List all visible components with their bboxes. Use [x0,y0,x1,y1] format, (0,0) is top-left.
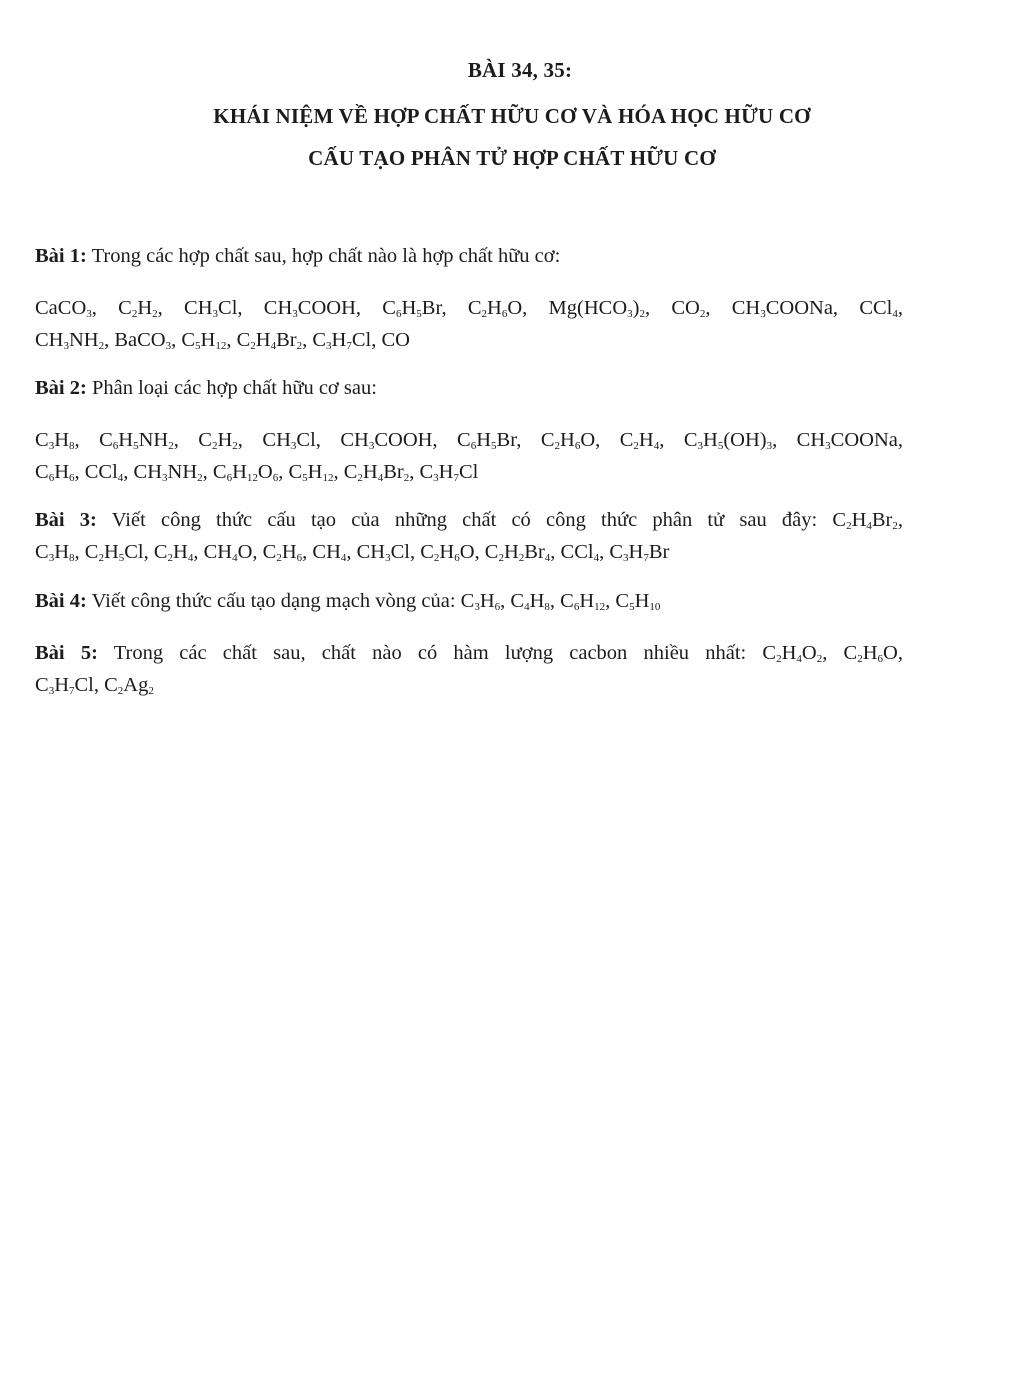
exercise-5-line-2: $C_3H_7Cl$, $C_2Ag_2$ [35,674,154,697]
exercise-3 [35,504,903,568]
exercise-3-title: Bài 3: [35,509,97,531]
exercise-2-formulas [35,424,903,488]
lesson-subtitle-heading: CẤU TẠO PHÂN TỬ HỢP CHẤT HỮU CƠ [308,146,716,170]
exercise-5-text: Trong các chất sau, chất nào có hàm lượng cacbon nhiều nhất: $C_2H_4O_2$, $C_2H_6O$, [113,642,903,665]
exercise-5-title: Bài 5: [35,642,98,664]
exercise-1-question-line [35,240,903,272]
exercise-1-formulas-line-1: CaCO$_3$, $C_2H_2$, $CH_3Cl$, $CH_3COOH$, $C_6H_5Br$, $C_2H_6O$, $Mg(HCO_3)_2$, $CO_2$, $CH_3COONa$, CCl$_4$, [35,297,904,320]
exercise-1-formulas [35,292,903,356]
exercise-4-line-1 [35,585,903,617]
exercise-2-title: Bài 2: [35,377,87,399]
exercise-2-question: Phân loại các hợp chất hữu cơ sau: [91,377,377,399]
exercise-5 [35,637,903,701]
exercise-1-formulas-line-2: $CH_3NH_2$, BaCO$_3$, $C_5H_{12}$, $C_2H_4Br_2$, $C_3H_7Cl$, CO [35,329,410,352]
lesson-number-heading: BÀI 34, 35: [467,58,573,82]
exercise-1 [35,240,903,272]
exercise-4-text: Viết công thức cấu tạo dạng mạch vòng của: $C_3H_6$, $C_4H_8$, $C_6H_{12}$, $C_5H_{10}$ [91,590,661,613]
exercise-4 [35,585,903,617]
exercise-3-line-2: $C_3H_8$, $C_2H_5Cl$, $C_2H_4$, $CH_4O$, $C_2H_6$, $CH_4$, $CH_3Cl$, $C_2H_6O$, $C_2H_2Br_4$, CCl$_4$, $C_3H_7Br$ [35,541,670,564]
exercise-2-formulas-line-2: $C_6H_6$, CCl$_4$, $CH_3NH_2$, $C_6H_{12}O_6$, $C_5H_{12}$, $C_2H_4Br_2$, $C_3H_7Cl$ [35,461,479,484]
exercise-2 [35,372,903,404]
exercise-3-line-1 [35,504,903,536]
exercise-1-question: Trong các hợp chất sau, hợp chất nào là hợp chất hữu cơ: [91,245,561,267]
exercise-2-question-line [35,372,903,404]
exercise-5-line-1 [35,637,903,669]
exercise-3-text: Viết công thức cấu tạo của những chất có công thức phân tử sau đây: $C_2H_4Br_2$, [111,509,903,532]
exercise-4-title: Bài 4: [35,590,87,612]
exercise-2-formulas-line-1: $C_3H_8$, $C_6H_5NH_2$, $C_2H_2$, $CH_3Cl$, $CH_3COOH$, $C_6H_5Br$, $C_2H_6O$, $C_2H_4$, $C_3H_5(OH)_3$, $CH_3COONa$, [35,429,903,452]
exercise-1-title: Bài 1: [35,245,87,267]
lesson-title-heading: KHÁI NIỆM VỀ HỢP CHẤT HỮU CƠ VÀ HÓA HỌC HỮU CƠ [213,104,811,128]
